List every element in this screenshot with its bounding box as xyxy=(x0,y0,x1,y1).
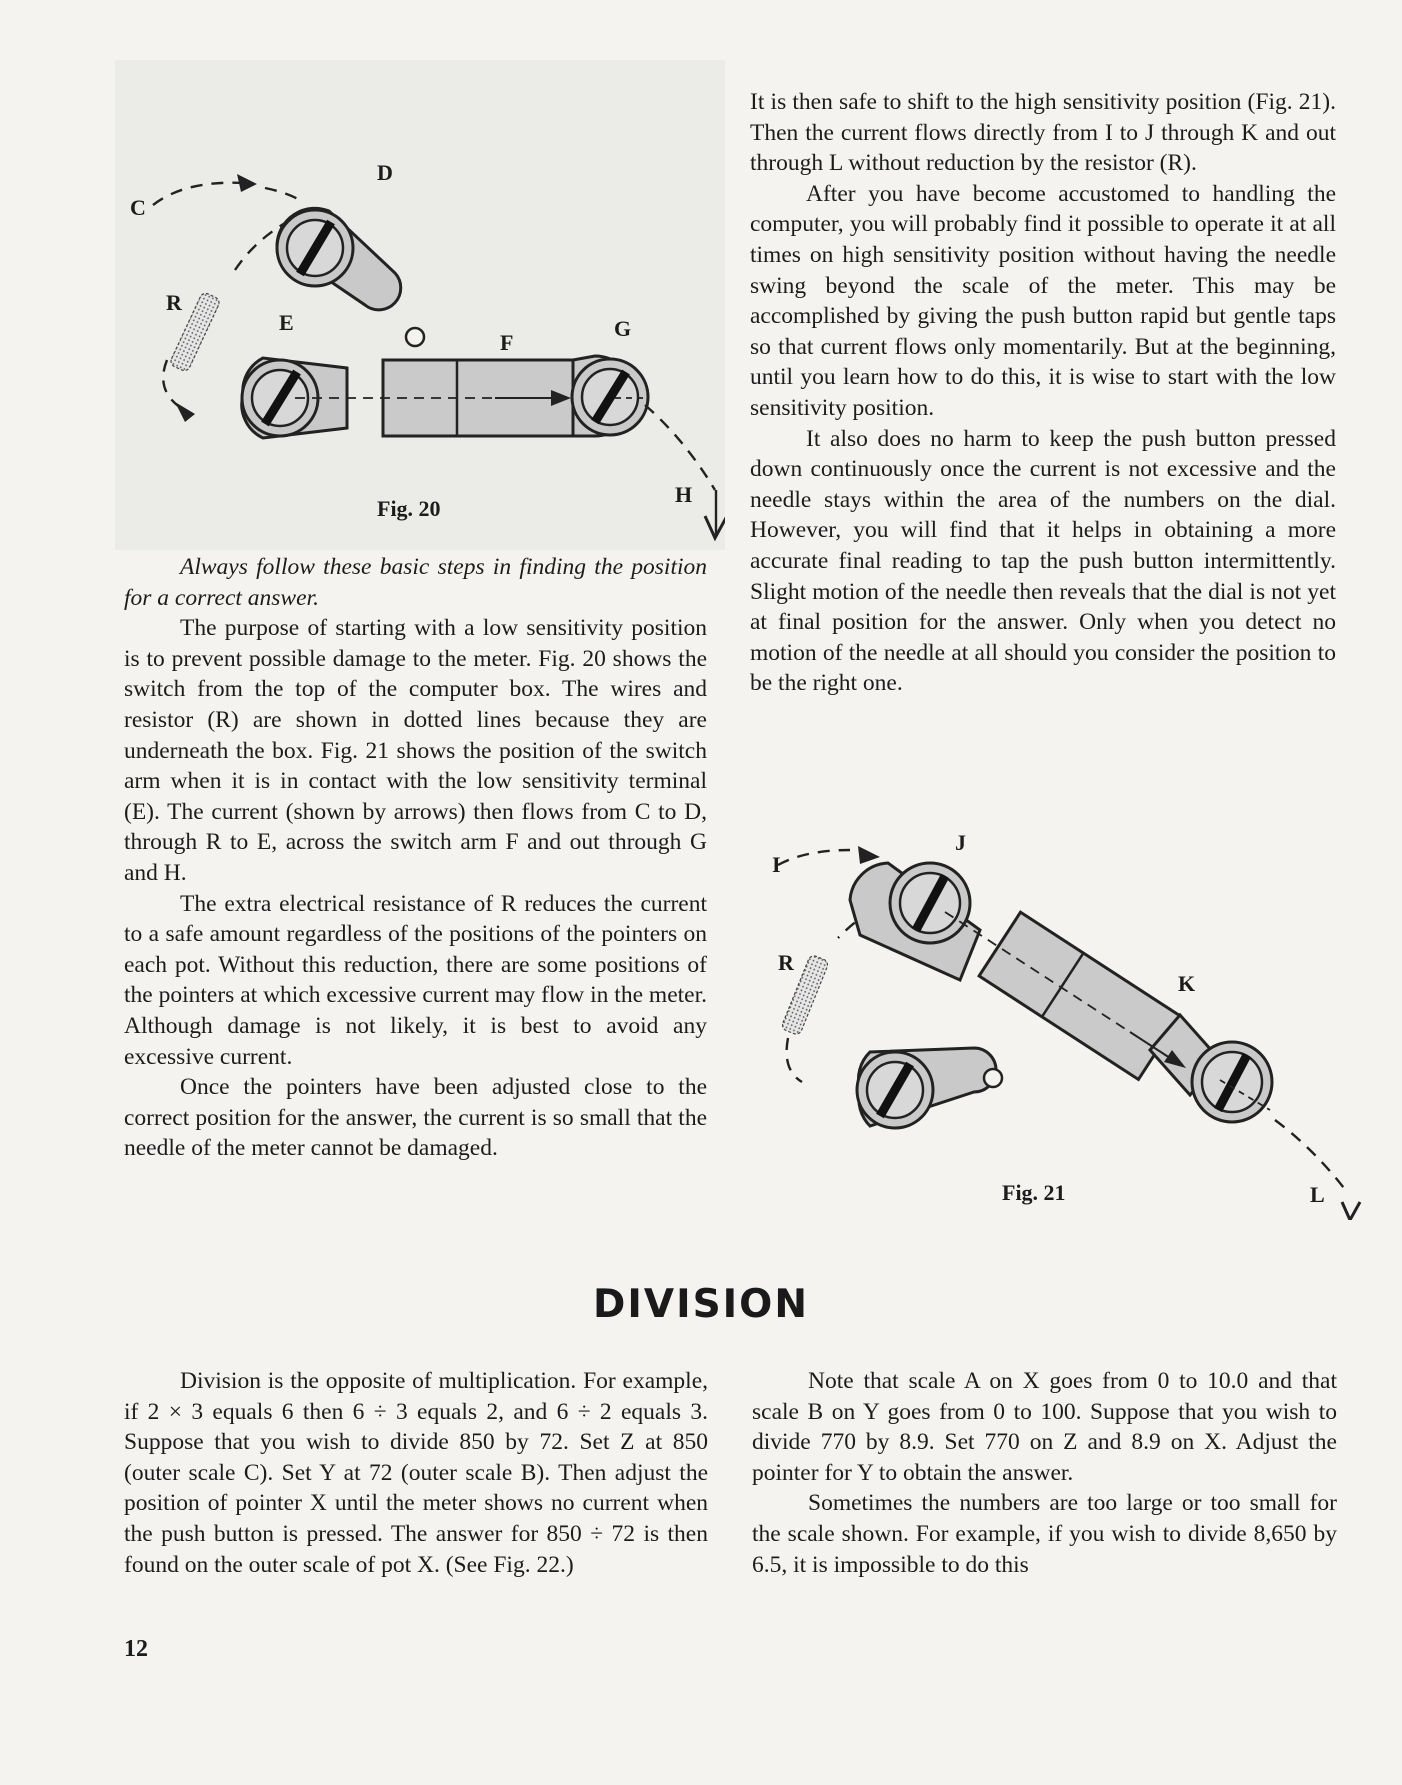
paragraph: It also does no harm to keep the push button pressed down continuously once the current is not excessive and the needle stays within the area of the numbers on the dial. However, you will find that it helps in obtaining a more accurate final reading to tap the push button intermittently. Slight motion of the needle then reveals that the dial is not yet at final position for the answer. Only when you detect no motion of the needle at all should you consider the position to be the right one. xyxy=(750,425,1336,697)
figure-21-diagram xyxy=(750,820,1370,1220)
paragraph: Note that scale A on X goes from 0 to 10.0 and that scale B on Y goes from 0 to 100. Suppose that you wish to divide 770 by 8.9. Set 770 on Z and 8.9 on X. Adjust the pointer for Y to obtain the answer. xyxy=(752,1368,1337,1486)
fig20-label-d: D xyxy=(377,160,393,185)
division-right-text xyxy=(752,1366,1337,1580)
paragraph: Sometimes the numbers are too large or too small for the scale shown. For example, if you wish to divide 8,650 by 6.5, it is impossible to do this xyxy=(752,1490,1337,1578)
paragraph: It is then safe to shift to the high sensitivity position (Fig. 21). Then the current flows directly from I to J through K and out through L without reduction by the resistor (R). xyxy=(750,89,1336,177)
fig20-caption: Fig. 20 xyxy=(377,496,441,521)
fig20-label-g: G xyxy=(614,316,632,341)
left-column-text xyxy=(124,552,707,1164)
paragraph: The extra electrical resistance of R reduces the current to a safe amount regardless of the positions of the pointers on each pot. Without this reduction, there are some positions of the pointers at which excessive current may flow in the meter. Although damage is not likely, it is best to avoid any excessive current. xyxy=(124,890,707,1070)
figure-20 xyxy=(115,60,725,550)
paragraph: Division is the opposite of multiplication. For example, if 2 × 3 equals 6 then 6 ÷ 3 equals 2, and 6 ÷ 2 equals 3. Suppose that you wish to divide 850 by 72. Set Z at 850 (outer scale C). Set Y at 72 (outer scale B). Then adjust the position of pointer X until the meter shows no current when the push button is pressed. The answer for 850 ÷ 72 is then found on the outer scale of pot X. (See Fig. 22.) xyxy=(124,1368,708,1578)
fig20-label-h: H xyxy=(675,482,693,507)
paragraph: Always follow these basic steps in finding the position for a correct answer. xyxy=(124,554,707,611)
paragraph: After you have become accustomed to handling the computer, you will probably find it possible to operate it at all times on high sensitivity position without having the needle swing beyond the scale of the meter. This may be accomplished by giving the push button rapid but gentle taps so that current flows only momentarily. But at the beginning, until you learn how to do this, it is wise to start with the low sensitivity position. xyxy=(750,180,1336,421)
page-number: 12 xyxy=(124,1636,148,1662)
fig20-label-r: R xyxy=(166,290,182,315)
division-left-text xyxy=(124,1366,708,1580)
paragraph: The purpose of starting with a low sensitivity position is to prevent possible damage to the meter. Fig. 20 shows the switch from the top of the computer box. The wires and resistor (R) are shown in dotted lines because they are underneath the box. Fig. 21 shows the position of the switch arm when it is in contact with the low sensitivity terminal (E). The current (shown by arrows) then flows from C to D, through R to E, across the switch arm F and out through G and H. xyxy=(124,615,707,886)
fig21-label-k: K xyxy=(1178,971,1196,996)
figure-21 xyxy=(750,820,1370,1220)
figure-20-diagram xyxy=(115,60,725,550)
fig20-label-e: E xyxy=(279,310,294,335)
fig21-label-i: I xyxy=(772,852,781,877)
fig21-caption: Fig. 21 xyxy=(1002,1180,1066,1205)
fig20-label-c: C xyxy=(130,195,146,220)
paragraph: Once the pointers have been adjusted close to the correct position for the answer, the current is so small that the needle of the meter cannot be damaged. xyxy=(124,1074,707,1162)
fig21-label-r: R xyxy=(778,950,794,975)
fig21-label-j: J xyxy=(955,830,966,855)
fig21-label-l: L xyxy=(1310,1182,1325,1207)
fig20-label-f: F xyxy=(500,330,514,355)
right-column-text xyxy=(750,87,1336,699)
section-heading: DIVISION xyxy=(593,1282,809,1327)
